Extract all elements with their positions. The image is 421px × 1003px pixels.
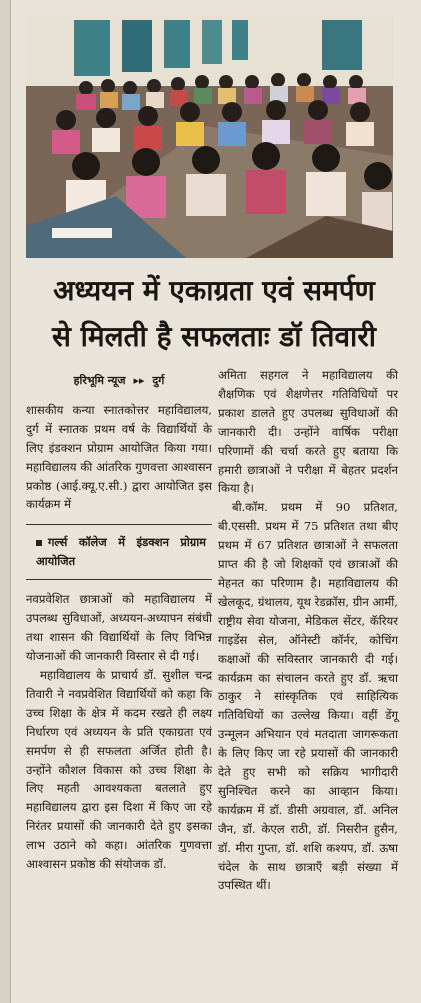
headline: [18, 268, 410, 360]
highlight-callout: [26, 524, 212, 580]
headline-line-1: अध्ययन में एकाग्रता एवं समर्पण: [53, 274, 375, 307]
byline: [26, 372, 212, 391]
byline-source: हरिभूमि न्यूज: [73, 374, 126, 387]
paragraph: शासकीय कन्या स्नातकोत्तर महाविद्यालय, दुर्ग में स्नातक प्रथम वर्ष के विद्यार्थियों के लिए इंडक्शन प्रोग्राम आयोजित किया गया। महाविद्यालय की आंतरिक गुणवत्ता आश्वासन प्रकोष्ठ (आई.क्यू.ए.सी.) द्वारा आयोजित इस कार्यक्रम में: [26, 402, 212, 512]
left-column: [26, 366, 212, 874]
classroom-photo: [26, 16, 393, 258]
adjacent-column-edge: [0, 0, 11, 1003]
paragraph: अमिता सहगल ने महाविद्यालय की शैक्षणिक एवं शैक्षणेत्तर गतिविधियों पर प्रकाश डालते हुए उपलब्ध सुविधाओं की जानकारी दी। उन्होंने वार्षिक परीक्षा परिणामों की चर्चा करते हुए बताया कि हमारी छात्राओं ने परीक्षा में बेहतर प्रदर्शन किया है।: [218, 368, 398, 496]
paragraph: महाविद्यालय के प्राचार्य डॉ. सुशील चन्द्र तिवारी ने नवप्रवेशित विद्यार्थियों को कहा कि उच्च शिक्षा के क्षेत्र में कदम रखते ही लक्ष्य निर्धारण एवं अध्ययन के प्रति एकाग्रता एवं समर्पण से ही सफलता अर्जित होती है। उन्होंने कौशल विकास को उच्च शिक्षा के लिए महती आवश्यकता बतलाते हुए महाविद्यालय द्वारा इस दिशा में किए जा रहे निरंतर प्रयासों की जानकारी देते हुए इसका लाभ उठाने को कहा। आंतरिक गुणवत्ता आश्वासन प्रकोष्ठ की संयोजक डॉ.: [26, 667, 212, 872]
paragraph: बी.कॉम. प्रथम में 90 प्रतिशत, बी.एससी. प्रथम में 75 प्रतिशत तथा बीए प्रथम में 67 प्रतिशत छात्राओं ने सफलता प्राप्त की है जो शिक्षकों एवं छात्राओं की मेहनत का परिणाम है। महाविद्यालय की खेलकूद, ग्रंथालय, यूथ रेडक्रॉस, ग्रीन आर्मी, राष्ट्रीय सेवा योजना, मेडिकल सेंटर, कॅरियर गाइडेंस सेल, ऑनेस्टी कॉर्नर, कोचिंग कक्षाओं की सविस्तार जानकारी दी गई। कार्यक्रम का संचालन करते हुए डॉ. ऋचा ठाकुर ने सांस्कृतिक एवं साहित्यिक गतिविधियों का उल्लेख किया। वहीं डेंगू उन्मूलन अभियान एवं मतदाता जागरूकता के लिए किए जा रहे प्रयासों की जानकारी देते हुए सभी को सक्रिय भागीदारी सुनिश्चित करने का आव्हान किया। कार्यक्रम में डॉ. डीसी अग्रवाल, डॉ. अनिल जैन, डॉ. केएल राठी, डॉ. निसरीन हुसैन, डॉ. मीरा गुप्ता, डॉ. शशि कश्यप, डॉ. ऊषा चंदेल के साथ छात्राएँ बड़ी संख्या में उपस्थित थीं।: [218, 500, 398, 893]
callout-text: गर्ल्स कॉलेज में इंडक्शन प्रोग्राम आयोजित: [36, 535, 206, 569]
byline-separator: ▸▸: [133, 374, 145, 387]
right-column: [218, 366, 398, 895]
bullet-icon: [36, 540, 42, 546]
headline-line-2: से मिलती है सफलताः डॉ तिवारी: [51, 320, 377, 353]
classroom-photo-drawing: [26, 16, 393, 258]
paragraph: नवप्रवेशित छात्राओं को महाविद्यालय में उपलब्ध सुविधाओं, अध्ययन-अध्यापन संबंधी तथा शासन की विद्यार्थियों के लिए विभिन्न योजनाओं की जानकारी विस्तार से दी गई।: [26, 592, 212, 664]
byline-city: दुर्ग: [152, 374, 165, 387]
